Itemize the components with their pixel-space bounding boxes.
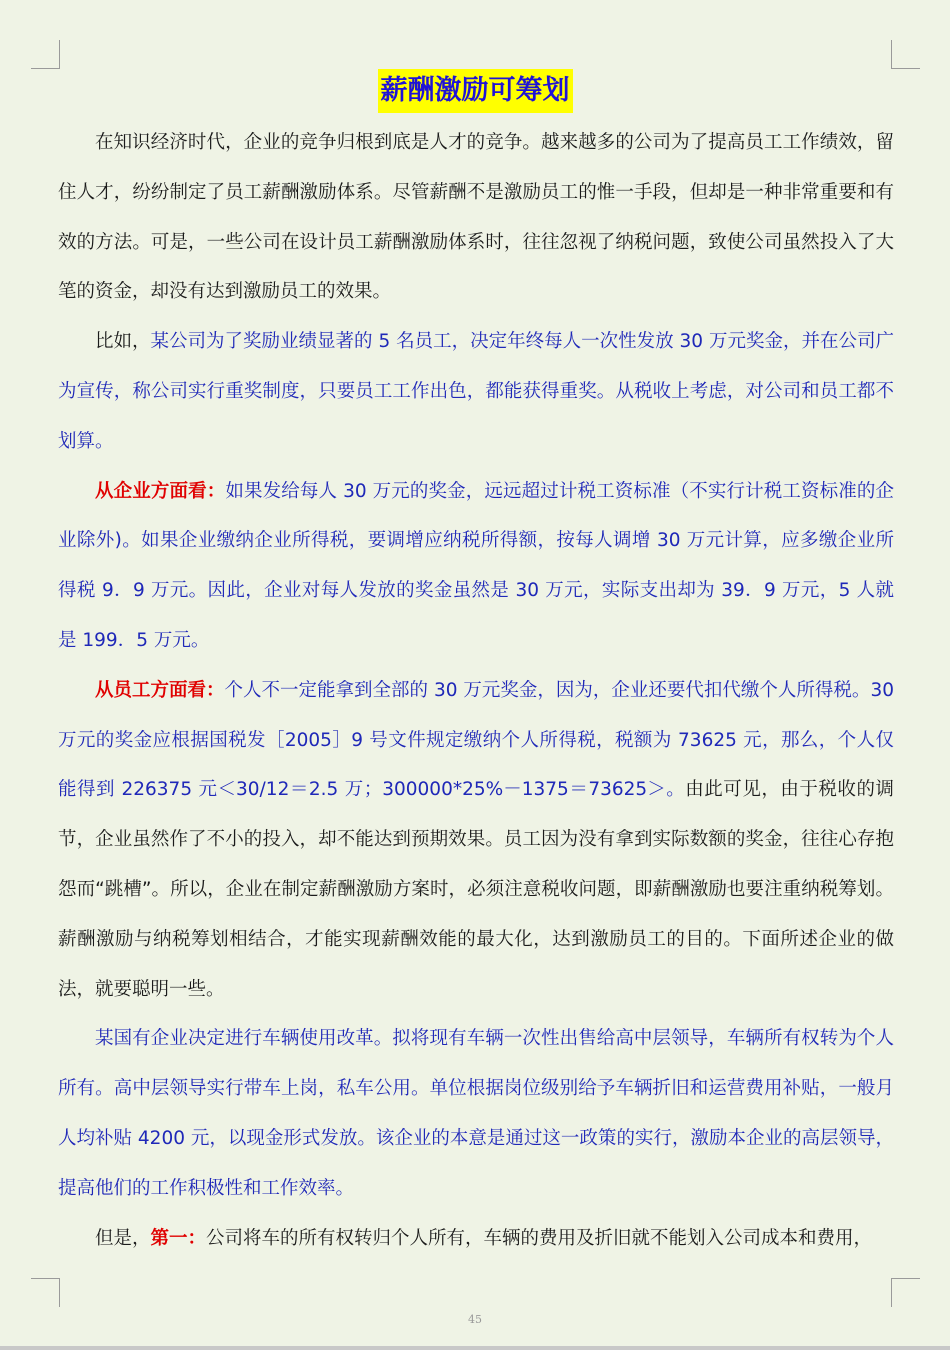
crop-mark-top-right	[891, 40, 920, 69]
heading-employee-view: 从员工方面看：	[95, 679, 225, 701]
title-container	[0, 69, 950, 113]
paragraph-enterprise-view	[58, 467, 894, 666]
text-segment: 由此可见，由于税收的调节，企业虽然作了不小的投入，却不能达到预期效果。员工因为没有拿到实际数额的奖金，往往心存抱怨而“跳槽”。所以，企业在制定薪酬激励方案时，必须注意税收问题，即薪酬激励也要注重纳税筹划。薪酬激励与纳税筹划相结合，才能实现薪酬效能的最大化，达到激励员工的目的。下面所述企业的做法，就要聪明一些。	[58, 779, 894, 1000]
crop-mark-bottom-right	[891, 1278, 920, 1307]
paragraph-intro	[58, 118, 894, 317]
heading-first-point: 第一：	[150, 1227, 207, 1249]
text-segment-blue: 某国有企业决定进行车辆使用改革。拟将现有车辆一次性出售给高中层领导，车辆所有权转为个人所有。高中层领导实行带车上岗，私车公用。单位根据岗位级别给予车辆折旧和运营费用补贴，一般月人均补贴 4200 元，以现金形式发放。该企业的本意是通过这一政策的实行，激励本企业的高层领导，提高他们的工作积极性和工作效率。	[58, 1028, 894, 1199]
text-segment-blue: 如果发给每人 30 万元的奖金，远远超过计税工资标准（不实行计税工资标准的企业除外)。如果企业缴纳企业所得税，要调增应纳税所得额，按每人调增 30 万元计算，应多缴企业所得税 9．9 万元。因此，企业对每人发放的奖金虽然是 30 万元，实际支出却为 39．9 万元，5 人就是 199．5 万元。	[58, 480, 894, 651]
paragraph-vehicle-reform	[58, 1014, 894, 1213]
page-bottom-edge	[0, 1346, 950, 1350]
text-segment: 公司将车的所有权转归个人所有，车辆的费用及折旧就不能划入公司成本和费用，	[206, 1227, 873, 1249]
text-segment-blue: 个人不一定能拿到全部的 30 万元奖金，因为，企业还要代扣代缴个人所得税。30 万元的奖金应根据国税发［2005］9 号文件规定缴纳个人所得税，税额为 73625 元，那么，个人仅能得到 226375 元＜30/12＝2.5 万；300000*25%－1375＝73625＞。	[58, 679, 894, 801]
page-number: 45	[468, 1313, 482, 1326]
crop-mark-top-left	[31, 40, 60, 69]
text-segment: 在知识经济时代，企业的竞争归根到底是人才的竞争。越来越多的公司为了提高员工工作绩效，留住人才，纷纷制定了员工薪酬激励体系。尽管薪酬不是激励员工的惟一手段，但却是一种非常重要和有效的方法。可是，一些公司在设计员工薪酬激励体系时，往往忽视了纳税问题，致使公司虽然投入了大笔的资金，却没有达到激励员工的效果。	[58, 132, 894, 303]
paragraph-however	[58, 1214, 894, 1264]
crop-mark-bottom-left	[31, 1278, 60, 1307]
paragraph-employee-view	[58, 666, 894, 1015]
text-segment-blue: 某公司为了奖励业绩显著的 5 名员工，决定年终每人一次性发放 30 万元奖金，并在公司广为宣传，称公司实行重奖制度，只要员工工作出色，都能获得重奖。从税收上考虑，对公司和员工都不划算。	[58, 331, 894, 452]
heading-enterprise-view: 从企业方面看：	[95, 480, 226, 502]
text-segment: 比如，	[95, 331, 151, 353]
body-text	[58, 118, 894, 1263]
paragraph-example	[58, 317, 894, 466]
page-title: 薪酬激励可筹划	[378, 69, 573, 113]
text-segment: 但是，	[95, 1227, 151, 1249]
